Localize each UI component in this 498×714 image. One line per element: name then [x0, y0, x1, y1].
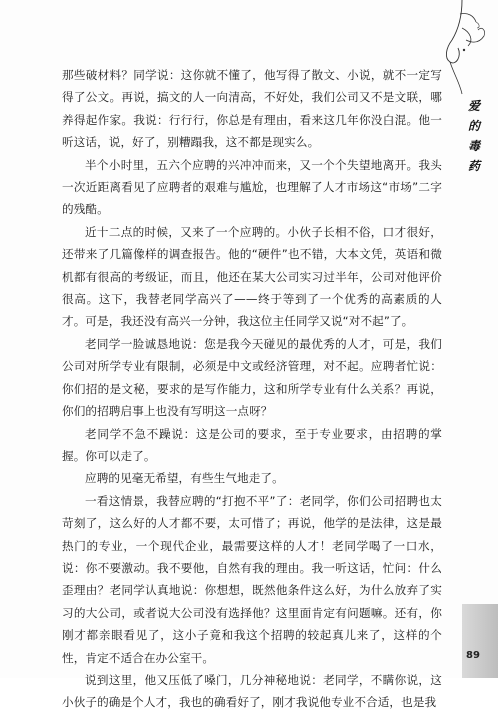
paragraph: 老同学不急不躁说：这是公司的要求，至于专业要求，由招聘的掌握。你可以走了。 [62, 426, 442, 463]
running-title [466, 96, 482, 176]
paragraph: 老同学一脸诚恳地说：您是我今天碰见的最优秀的人才，可是，我们公司对所学专业有限制，必须是中文或经济管理，对不起。应聘者忙说：你们招的是文秘，要求的是写作能力，这和所学专业有什么关系？再说，你们的招聘启事上也没有写明这一点呀？ [62, 336, 442, 419]
floral-ornament-icon [440, 0, 498, 95]
paragraph: 半个小时里，五六个应聘的兴冲冲而来，又一个个失望地离开。我头一次近距离看见了应聘者的艰难与尴尬，也理解了人才市场这“市场”二字的残酷。 [62, 157, 442, 217]
paragraph: 近十二点的时候，又来了一个应聘的。小伙子长相不俗，口才很好，还带来了几篇像样的调查报告。他的“硬件”也不错，大本文凭，英语和微机都有很高的考级证，而且，他还在某大公司实习过半年，公司对他评价很高。这下，我替老同学高兴了——终于等到了一个优秀的高素质的人才。可是，我还没有高兴一分钟，我这位主任同学又说“对不起”了。 [62, 224, 442, 329]
running-title-char: 的 [467, 119, 480, 133]
page-edge-tab [462, 604, 498, 678]
body-text [62, 64, 442, 714]
running-title-char: 爱 [467, 99, 480, 113]
running-title-char: 毒 [467, 139, 480, 153]
running-title-char: 药 [467, 159, 480, 173]
paragraph: 一看这情景，我替应聘的“打抱不平”了：老同学，你们公司招聘也太苛刻了，这么好的人才都不要，太可惜了；再说，他学的是法律，这是最热门的专业，一个现代企业，最需要这样的人才！老同学喝了一口水，说：你不要激动。我不要他，自然有我的理由。我一听这话，忙问：什么歪理由？老同学认真地说：你想想，既然他条件这么好，为什么放弃了实习的大公司，或者说大公司没有选择他？这里面肯定有问题嘛。还有，你刚才都亲眼看见了，这小子竟和我这个招聘的较起真儿来了，这样的个性，肯定不适合在办公室干。 [62, 493, 442, 665]
paragraph: 那些破材料？同学说：这你就不懂了，他写得了散文、小说，就不一定写得了公文。再说，搞文的人一向清高，不好处，我们公司又不是文联，哪养得起作家。我说：行行行，你总是有理由，看来这几年你没白混。他一听这话，说，好了，别糟蹋我，这不都是现实么。 [62, 68, 442, 150]
paragraph: 说到这里，他又压低了嗓门，几分神秘地说：老同学，不瞒你说，这小伙子的确是个人才，我也的确看好了，刚才我说他专业不合适，也是我 [62, 672, 442, 710]
paragraph: 应聘的见毫无希望，有些生气地走了。 [85, 471, 284, 486]
page-number: 89 [466, 650, 480, 661]
